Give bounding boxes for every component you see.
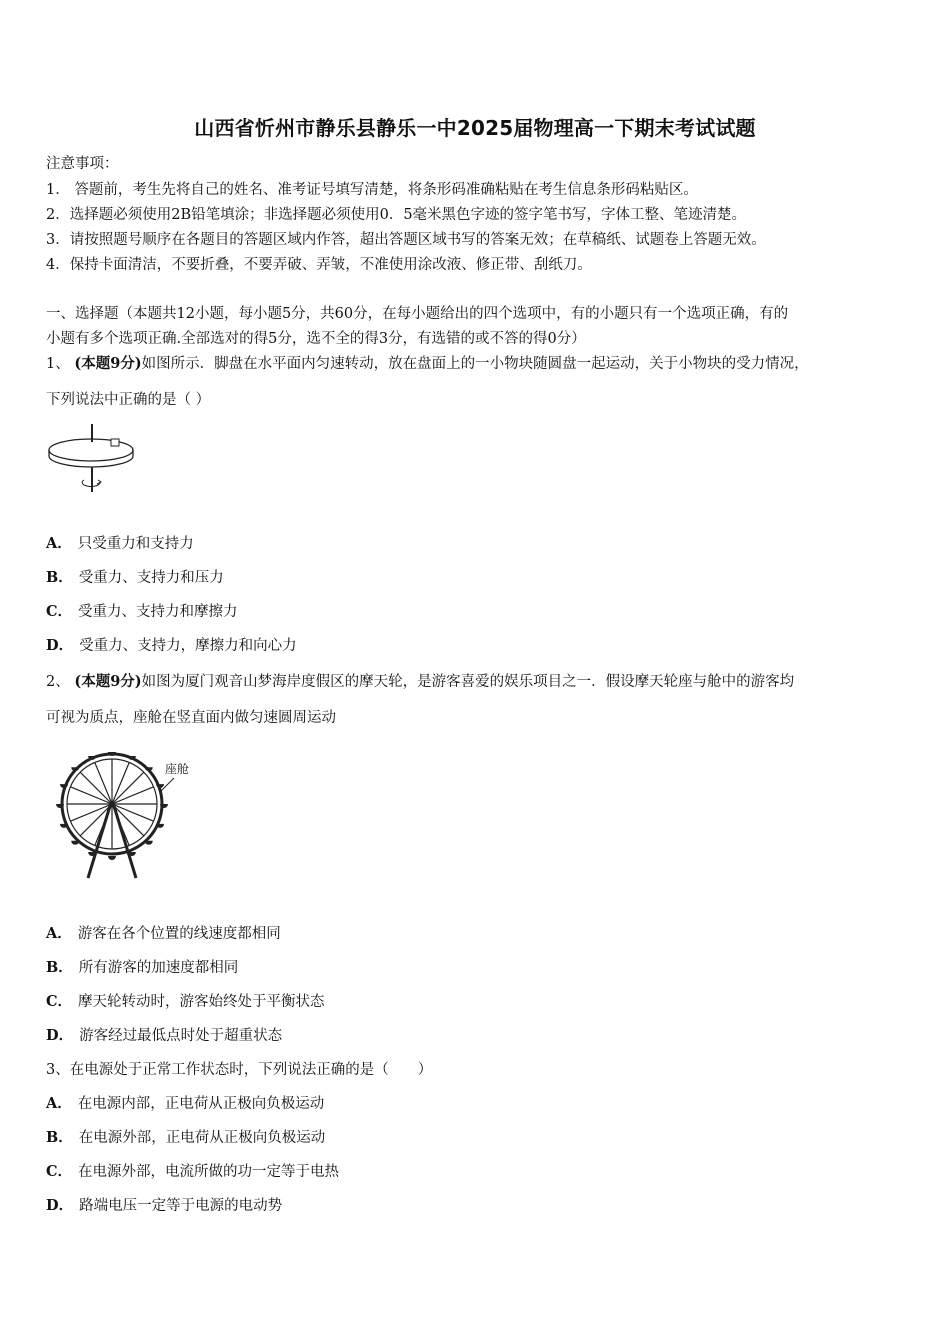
option-text: 受重力、支持力和摩擦力: [78, 604, 238, 620]
option-letter: B．: [46, 1129, 73, 1146]
option-row[interactable]: [46, 1024, 282, 1045]
page-title: 山西省忻州市静乐县静乐一中2025届物理高一下期末考试试题: [194, 116, 756, 140]
option-row[interactable]: [46, 1092, 324, 1113]
notice-item: 1． 答题前，考生先将自己的姓名、准考证号填写清楚，将条形码准确粘贴在考生信息条形码粘贴区。: [46, 182, 698, 198]
option-row[interactable]: [46, 1126, 325, 1147]
option-text: 在电源外部，电流所做的功一定等于电热: [78, 1164, 340, 1180]
option-text: 只受重力和支持力: [77, 536, 194, 552]
wheel-cabin: [156, 784, 164, 788]
option-letter: D．: [46, 1197, 74, 1214]
question-1-stem: [46, 352, 809, 373]
option-row[interactable]: [46, 922, 281, 943]
option-row[interactable]: [46, 532, 194, 553]
option-letter: A．: [46, 1095, 72, 1112]
rotating-disc-figure: [44, 420, 140, 496]
option-text: 在电源外部，正电荷从正极向负极运动: [78, 1130, 326, 1146]
option-row[interactable]: [46, 566, 224, 587]
question-score: (本题9分): [74, 673, 142, 690]
wheel-spoke: [80, 772, 112, 804]
option-letter: C．: [46, 603, 73, 620]
section-instructions-line1: 一、选择题（本题共12小题，每小题5分，共60分，在每小题给出的四个选项中，有的小题只有一个选项正确，有的: [46, 306, 789, 322]
option-text: 游客经过最低点时处于超重状态: [79, 1028, 283, 1044]
ferris-wheel-figure: [52, 740, 200, 880]
wheel-cabin: [71, 841, 79, 845]
option-text: 在电源内部，正电荷从正极向负极运动: [77, 1096, 325, 1112]
notice-heading: 注意事项：: [46, 156, 119, 172]
option-letter: D．: [46, 1027, 74, 1044]
question-number: 2、: [46, 674, 70, 690]
section-instructions-line2: 小题有多个选项正确.全部选对的得5分，选不全的得3分，有选错的或不答的得0分）: [46, 331, 586, 347]
question-text: 如图为厦门观音山梦海岸度假区的摩天轮，是游客喜爱的娱乐项目之一．假设摩天轮座与舱中的游客均: [141, 674, 795, 690]
notice-item: 4．保持卡面清洁，不要折叠，不要弄破、弄皱，不准使用涂改液、修正带、刮纸刀。: [46, 257, 592, 273]
question-number: 3、: [46, 1062, 70, 1078]
question-1-stem-line2: 下列说法中正确的是（ ）: [46, 392, 211, 408]
question-number: 1、: [46, 356, 70, 372]
option-row[interactable]: [46, 956, 238, 977]
question-score: (本题9分): [74, 355, 142, 372]
wheel-cabin: [108, 856, 116, 860]
option-letter: A．: [46, 535, 72, 552]
wheel-spoke: [112, 772, 144, 804]
question-2-stem-line2: 可视为质点，座舱在竖直面内做匀速圆周运动: [46, 710, 336, 726]
cabin-label: 座舱: [165, 762, 190, 776]
question-2-stem: [46, 670, 794, 691]
option-letter: C．: [46, 1163, 73, 1180]
option-letter: B．: [46, 569, 73, 586]
option-text: 所有游客的加速度都相同: [78, 960, 239, 976]
option-text: 路端电压一定等于电源的电动势: [79, 1198, 283, 1214]
option-row[interactable]: [46, 600, 238, 621]
option-text: 受重力、支持力，摩擦力和向心力: [79, 638, 297, 654]
option-letter: D．: [46, 637, 74, 654]
wheel-cabin: [145, 841, 153, 845]
option-text: 受重力、支持力和压力: [78, 570, 224, 586]
wheel-cabin: [60, 784, 68, 788]
wheel-cabin: [145, 767, 153, 771]
option-row[interactable]: [46, 634, 297, 655]
option-text: 摩天轮转动时，游客始终处于平衡状态: [78, 994, 325, 1010]
question-text: 在电源处于正常工作状态时，下列说法正确的是（ ）: [69, 1062, 433, 1078]
option-row[interactable]: [46, 990, 325, 1011]
option-letter: B．: [46, 959, 73, 976]
wheel-cabin: [71, 767, 79, 771]
option-letter: C．: [46, 993, 73, 1010]
question-3-stem: [46, 1058, 432, 1079]
option-row[interactable]: [46, 1194, 282, 1215]
option-letter: A．: [46, 925, 72, 942]
notice-item: 3．请按照题号顺序在各题目的答题区域内作答，超出答题区域书写的答案无效；在草稿纸、试题卷上答题无效。: [46, 232, 766, 248]
notice-item: 2．选择题必须使用2B铅笔填涂；非选择题必须使用0．5毫米黑色字迹的签字笔书写，字体工整、笔迹清楚。: [46, 207, 747, 223]
option-row[interactable]: [46, 1160, 339, 1181]
option-text: 游客在各个位置的线速度都相同: [77, 926, 281, 942]
question-text: 如图所示．脚盘在水平面内匀速转动，放在盘面上的一小物块随圆盘一起运动，关于小物块的受力情况，: [141, 356, 809, 372]
